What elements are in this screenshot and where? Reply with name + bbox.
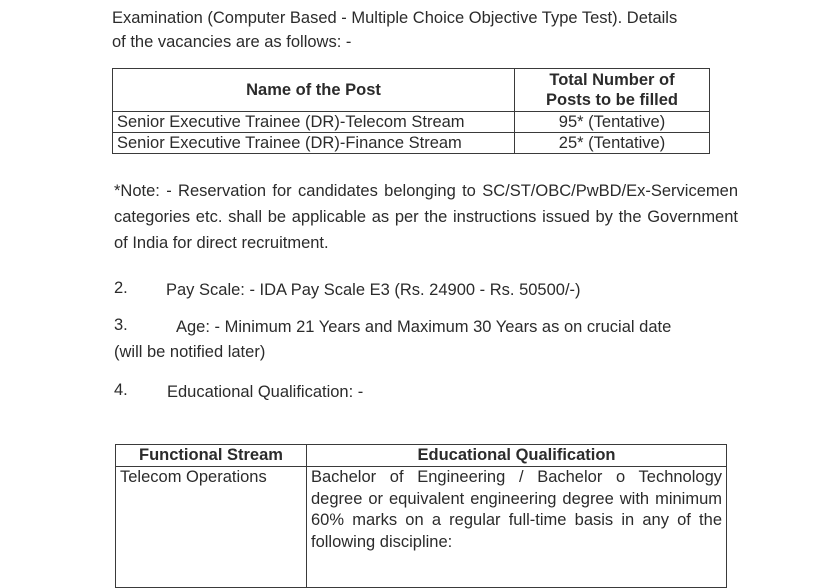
header-total-posts-line1: Total Number of: [549, 71, 675, 89]
item-number: 3.: [114, 316, 128, 334]
qualification-text: Bachelor of Engineering / Bachelor o Technology degree or equivalent engineering degree with minimum 60% marks on a regular full-time basis in any of the following discipline:: [307, 467, 727, 588]
header-functional-stream: Functional Stream: [116, 445, 307, 467]
table-row: [116, 467, 727, 588]
table-row: [113, 112, 710, 133]
educational-qualification-heading: Educational Qualification: -: [167, 383, 364, 401]
header-total-posts-line2: Posts to be filled: [545, 91, 679, 109]
post-name: Senior Executive Trainee (DR)-Finance Stream: [113, 133, 515, 154]
item-number: 4.: [114, 381, 128, 399]
qualification-table-header: [116, 445, 727, 467]
header-total-posts: [515, 69, 710, 112]
post-name: Senior Executive Trainee (DR)-Telecom Stream: [113, 112, 515, 133]
qualification-table: [115, 444, 727, 588]
post-count: 95* (Tentative): [515, 112, 710, 133]
header-educational-qualification: Educational Qualification: [307, 445, 727, 467]
intro-line-1: Examination (Computer Based - Multiple Choice Objective Type Test). Details: [112, 9, 678, 27]
table-row: [113, 133, 710, 154]
header-name-of-post: Name of the Post: [113, 69, 515, 112]
age-text-continued: (will be notified later): [114, 343, 266, 361]
reservation-note: *Note: - Reservation for candidates belonging to SC/ST/OBC/PwBD/Ex-Servicemen categories etc. shall be applicable as per the instructions issued by the Government of India for direct recruitment.: [114, 182, 738, 252]
intro-line-2: of the vacancies are as follows: -: [112, 33, 352, 51]
vacancy-table-header: [113, 69, 710, 112]
item-number: 2.: [114, 279, 128, 297]
stream-name: Telecom Operations: [116, 467, 307, 588]
post-count: 25* (Tentative): [515, 133, 710, 154]
vacancy-table: [112, 68, 710, 154]
age-text: Age: - Minimum 21 Years and Maximum 30 Years as on crucial date: [176, 318, 672, 336]
pay-scale-text: Pay Scale: - IDA Pay Scale E3 (Rs. 24900 - Rs. 50500/-): [166, 281, 581, 299]
